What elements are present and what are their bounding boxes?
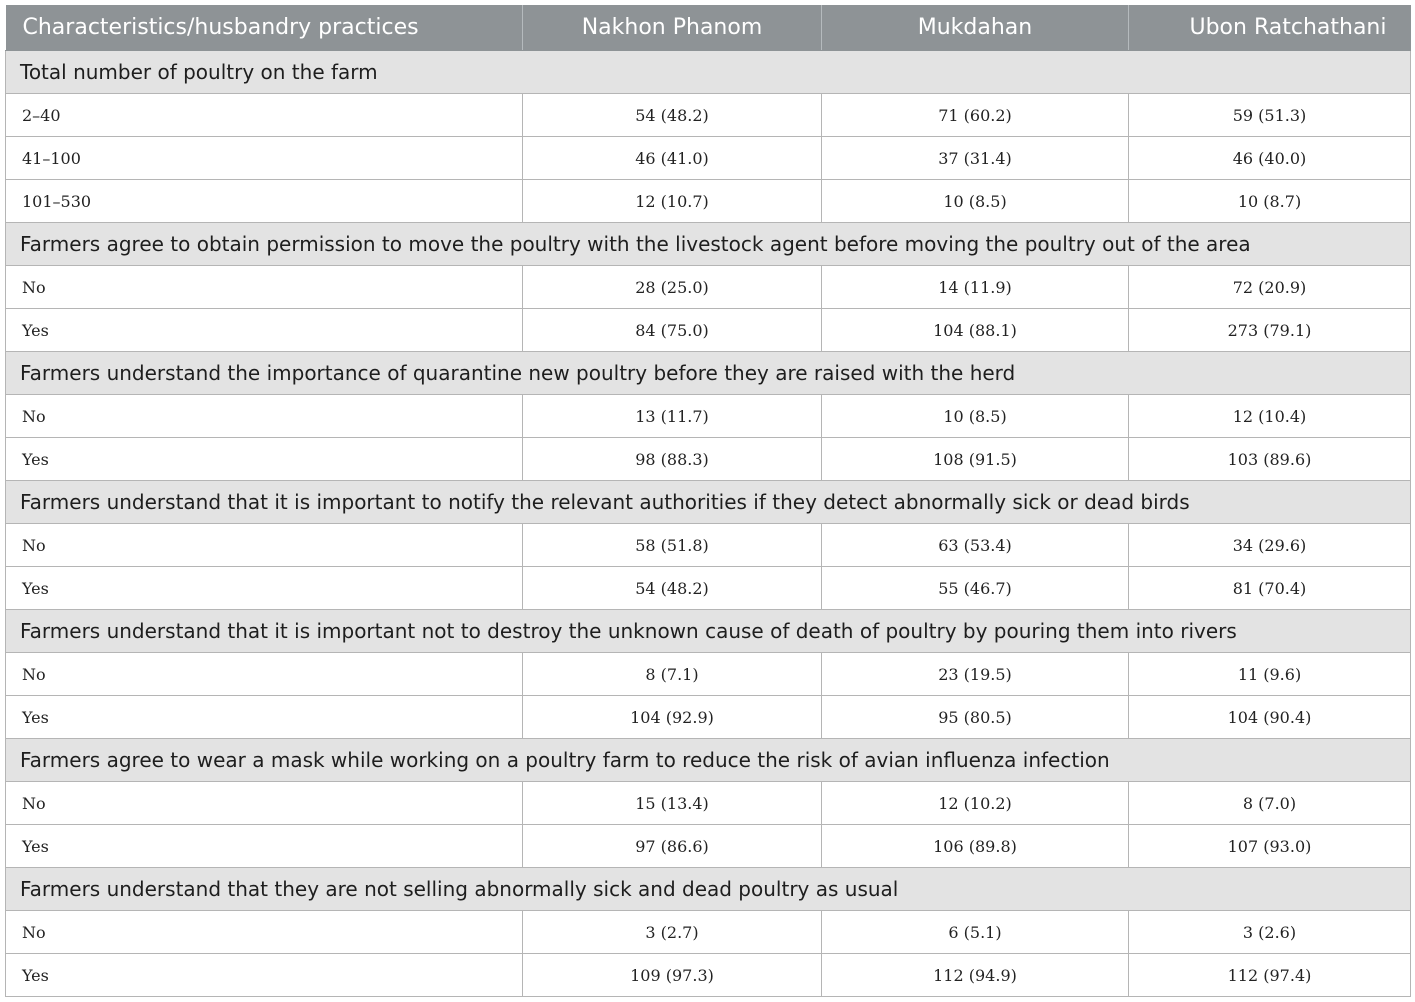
table-row [6, 266, 1411, 309]
row-label: No [6, 266, 523, 309]
row-label: Yes [6, 954, 523, 997]
value-mukdahan: 95 (80.5) [822, 696, 1129, 739]
value-ubon-ratchathani: 34 (29.6) [1129, 524, 1411, 567]
table-row [6, 395, 1411, 438]
value-mukdahan: 112 (94.9) [822, 954, 1129, 997]
row-label: 2–40 [6, 94, 523, 137]
value-ubon-ratchathani: 103 (89.6) [1129, 438, 1411, 481]
section-title: Farmers understand that they are not selling abnormally sick and dead poultry as usual [6, 868, 1411, 911]
value-nakhon-phanom: 104 (92.9) [523, 696, 822, 739]
value-nakhon-phanom: 54 (48.2) [523, 94, 822, 137]
section-row [6, 739, 1411, 782]
table-row [6, 911, 1411, 954]
section-title: Farmers agree to obtain permission to move the poultry with the livestock agent before moving the poultry out of the area [6, 223, 1411, 266]
row-label: No [6, 395, 523, 438]
section-row [6, 481, 1411, 524]
row-label: Yes [6, 567, 523, 610]
value-nakhon-phanom: 46 (41.0) [523, 137, 822, 180]
value-ubon-ratchathani: 11 (9.6) [1129, 653, 1411, 696]
value-ubon-ratchathani: 3 (2.6) [1129, 911, 1411, 954]
header-ubon-ratchathani: Ubon Ratchathani [1129, 5, 1411, 51]
value-ubon-ratchathani: 104 (90.4) [1129, 696, 1411, 739]
row-label: No [6, 524, 523, 567]
header-row [6, 5, 1411, 51]
row-label: No [6, 911, 523, 954]
value-mukdahan: 63 (53.4) [822, 524, 1129, 567]
section-title: Farmers agree to wear a mask while working on a poultry farm to reduce the risk of avian influenza infection [6, 739, 1411, 782]
value-ubon-ratchathani: 10 (8.7) [1129, 180, 1411, 223]
section-row [6, 223, 1411, 266]
value-ubon-ratchathani: 273 (79.1) [1129, 309, 1411, 352]
table-body [6, 51, 1411, 997]
value-mukdahan: 10 (8.5) [822, 395, 1129, 438]
value-nakhon-phanom: 58 (51.8) [523, 524, 822, 567]
table-row [6, 180, 1411, 223]
value-ubon-ratchathani: 72 (20.9) [1129, 266, 1411, 309]
value-mukdahan: 14 (11.9) [822, 266, 1129, 309]
table-row [6, 567, 1411, 610]
table-row [6, 653, 1411, 696]
row-label: No [6, 782, 523, 825]
value-nakhon-phanom: 12 (10.7) [523, 180, 822, 223]
table-row [6, 137, 1411, 180]
value-mukdahan: 71 (60.2) [822, 94, 1129, 137]
value-mukdahan: 12 (10.2) [822, 782, 1129, 825]
row-label: Yes [6, 438, 523, 481]
value-nakhon-phanom: 84 (75.0) [523, 309, 822, 352]
value-nakhon-phanom: 54 (48.2) [523, 567, 822, 610]
value-mukdahan: 104 (88.1) [822, 309, 1129, 352]
table-row [6, 94, 1411, 137]
value-ubon-ratchathani: 107 (93.0) [1129, 825, 1411, 868]
section-row [6, 51, 1411, 94]
value-mukdahan: 6 (5.1) [822, 911, 1129, 954]
value-nakhon-phanom: 97 (86.6) [523, 825, 822, 868]
value-nakhon-phanom: 8 (7.1) [523, 653, 822, 696]
table-row [6, 782, 1411, 825]
table-row [6, 696, 1411, 739]
section-title: Farmers understand the importance of quarantine new poultry before they are raised with the herd [6, 352, 1411, 395]
value-nakhon-phanom: 109 (97.3) [523, 954, 822, 997]
section-row [6, 868, 1411, 911]
table-row [6, 954, 1411, 997]
table-row [6, 825, 1411, 868]
section-title: Farmers understand that it is important not to destroy the unknown cause of death of poultry by pouring them into rivers [6, 610, 1411, 653]
value-mukdahan: 23 (19.5) [822, 653, 1129, 696]
value-mukdahan: 106 (89.8) [822, 825, 1129, 868]
value-nakhon-phanom: 28 (25.0) [523, 266, 822, 309]
value-ubon-ratchathani: 12 (10.4) [1129, 395, 1411, 438]
value-ubon-ratchathani: 46 (40.0) [1129, 137, 1411, 180]
table-row [6, 438, 1411, 481]
table-row [6, 309, 1411, 352]
value-mukdahan: 10 (8.5) [822, 180, 1129, 223]
header-characteristics: Characteristics/husbandry practices [6, 5, 523, 51]
section-title: Total number of poultry on the farm [6, 51, 1411, 94]
row-label: 101–530 [6, 180, 523, 223]
row-label: 41–100 [6, 137, 523, 180]
section-title: Farmers understand that it is important to notify the relevant authorities if they detect abnormally sick or dead birds [6, 481, 1411, 524]
header-mukdahan: Mukdahan [822, 5, 1129, 51]
value-ubon-ratchathani: 59 (51.3) [1129, 94, 1411, 137]
row-label: Yes [6, 825, 523, 868]
table-row [6, 524, 1411, 567]
value-mukdahan: 108 (91.5) [822, 438, 1129, 481]
value-ubon-ratchathani: 81 (70.4) [1129, 567, 1411, 610]
value-nakhon-phanom: 13 (11.7) [523, 395, 822, 438]
row-label: Yes [6, 696, 523, 739]
header-nakhon-phanom: Nakhon Phanom [523, 5, 822, 51]
value-nakhon-phanom: 98 (88.3) [523, 438, 822, 481]
value-nakhon-phanom: 15 (13.4) [523, 782, 822, 825]
data-table [5, 5, 1411, 997]
row-label: Yes [6, 309, 523, 352]
value-mukdahan: 37 (31.4) [822, 137, 1129, 180]
row-label: No [6, 653, 523, 696]
table-header [6, 5, 1411, 51]
section-row [6, 352, 1411, 395]
section-row [6, 610, 1411, 653]
value-mukdahan: 55 (46.7) [822, 567, 1129, 610]
value-nakhon-phanom: 3 (2.7) [523, 911, 822, 954]
value-ubon-ratchathani: 112 (97.4) [1129, 954, 1411, 997]
value-ubon-ratchathani: 8 (7.0) [1129, 782, 1411, 825]
